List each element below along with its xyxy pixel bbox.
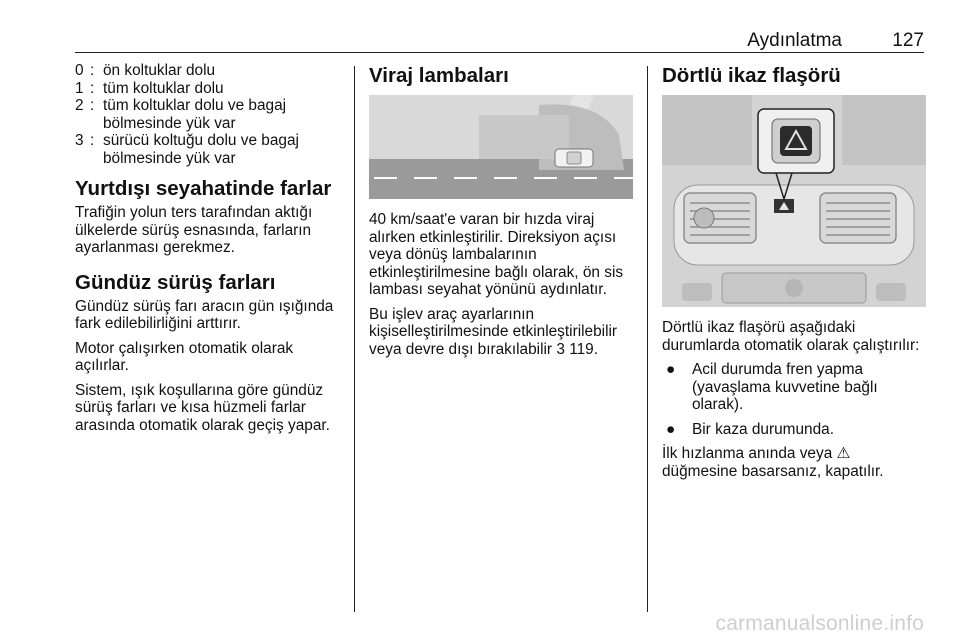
column-3 bbox=[662, 62, 928, 487]
column-divider-2 bbox=[647, 66, 648, 612]
column-1 bbox=[75, 62, 345, 441]
list-item: ● Bir kaza durumunda. bbox=[666, 420, 835, 438]
list-item: ● Acil durumda fren yapma (yavaşlama kuvvetine bağlı olarak). bbox=[666, 361, 878, 413]
header-rule bbox=[75, 52, 924, 53]
list-item: 3 : sürücü koltuğu dolu ve bagaj bölmesinde yük var bbox=[75, 132, 299, 167]
list-item: 1 : tüm koltuklar dolu bbox=[75, 79, 224, 97]
watermark-footer: carmanualsonline.info bbox=[715, 612, 924, 635]
paragraph: Gündüz sürüş farı aracın gün ışığında fark edilebilirliğini arttırır. bbox=[75, 297, 334, 332]
paragraph: Motor çalışırken otomatik olarak açılırlar. bbox=[75, 339, 294, 374]
column-2 bbox=[369, 62, 633, 365]
paragraph: Sistem, ışık koşullarına göre gündüz sürüş farları ve kısa hüzmeli farlar arasında otomatik olarak geçiş yapar. bbox=[75, 381, 330, 434]
paragraph: 40 km/saat'e varan bir hızda viraj alırken etkinleştirilir. Direksiyon açısı veya dönüş lambalarının etkinleştirilmesine bağlı olarak, ön sis lambası seyahat yönünü aydınlatır. bbox=[369, 211, 624, 298]
hazard-button-illustration bbox=[662, 95, 926, 307]
paragraph: Dörtlü ikaz flaşörü aşağıdaki durumlarda otomatik olarak çalıştırılır: bbox=[662, 319, 920, 354]
page-ref-icon: 3 bbox=[556, 340, 565, 358]
heading-cornering-lights: Viraj lambaları bbox=[369, 64, 509, 87]
paragraph: Trafiğin yolun ters tarafından aktığı ülkelerde sürüş esnasında, farların ayarlanması gerekmez. bbox=[75, 204, 313, 256]
load-list bbox=[75, 62, 345, 167]
column-divider-1 bbox=[354, 66, 355, 612]
page-ref-link[interactable]: 119. bbox=[569, 340, 598, 358]
paragraph: Bu işlev araç ayarlarının kişiselleştirilmesinde etkinleştirilebilir veya devre dışı bırakılabilir 3 119. bbox=[369, 305, 618, 358]
page-number: 127 bbox=[892, 30, 924, 51]
hazard-warning-icon: ⚠ bbox=[836, 445, 851, 462]
list-item: 2 : tüm koltuklar dolu ve bagaj bölmesinde yük var bbox=[75, 97, 287, 132]
cornering-light-illustration bbox=[369, 95, 633, 199]
heading-daytime-lights: Gündüz sürüş farları bbox=[75, 270, 276, 294]
section-title: Aydınlatma bbox=[747, 30, 842, 51]
paragraph: İlk hızlanma anında veya ⚠ düğmesine basarsanız, kapatılır. bbox=[662, 445, 884, 480]
list-item: 0 : ön koltuklar dolu bbox=[75, 62, 216, 79]
heading-abroad: Yurtdışı seyahatinde farlar bbox=[75, 177, 332, 200]
heading-hazard-warning: Dörtlü ikaz flaşörü bbox=[662, 64, 841, 87]
